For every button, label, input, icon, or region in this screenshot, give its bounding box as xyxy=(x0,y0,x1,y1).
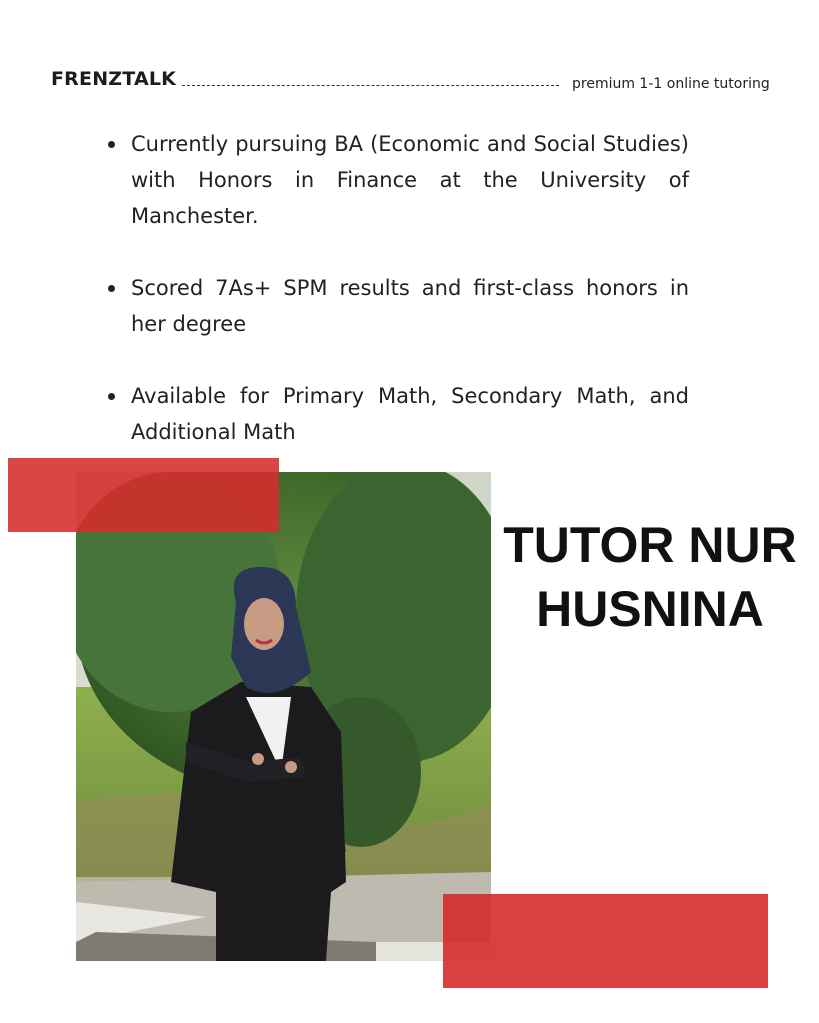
highlight-text: Scored 7As+ SPM results and first-class honors in her degree xyxy=(131,276,689,336)
brand-name: FRENZTALK xyxy=(51,68,177,90)
tutor-name: TUTOR NUR HUSNINA xyxy=(503,517,797,637)
accent-block-bottom xyxy=(443,894,768,988)
highlight-text: Currently pursuing BA (Economic and Social Studies) with Honors in Finance at the University of Manchester. xyxy=(131,132,689,228)
bullet-icon xyxy=(108,285,115,292)
bullet-icon xyxy=(108,141,115,148)
highlight-text: Available for Primary Math, Secondary Math, and Additional Math xyxy=(131,384,689,444)
bullet-icon xyxy=(108,393,115,400)
highlights-list xyxy=(108,126,689,450)
highlight-item xyxy=(108,126,689,234)
header-divider xyxy=(182,85,559,86)
accent-block-top xyxy=(8,458,279,532)
tagline: premium 1-1 online tutoring xyxy=(572,76,770,92)
tutor-photo xyxy=(76,472,491,961)
highlight-item xyxy=(108,378,689,450)
header xyxy=(51,68,770,98)
highlight-item xyxy=(108,270,689,342)
